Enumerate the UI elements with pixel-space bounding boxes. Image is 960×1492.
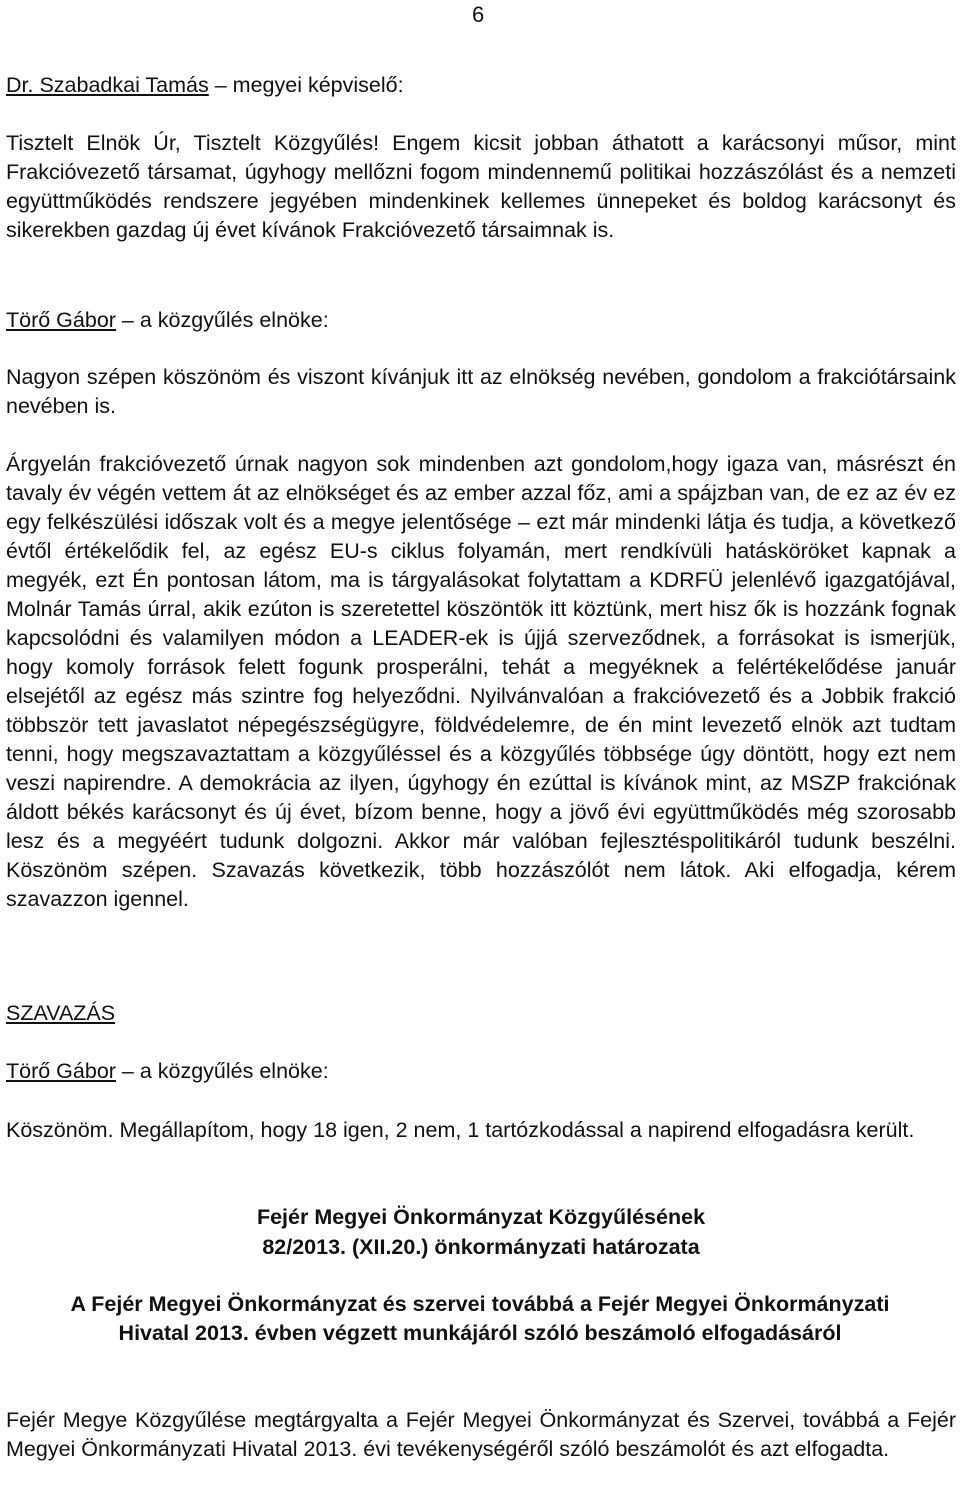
resolution-body: Fejér Megye Közgyűlése megtárgyalta a Fejér Megyei Önkormányzat és Szervei, továbbá a Fejér Megyei Önkormányzati Hivatal 2013. évi tevékenységéről szóló beszámolót és azt elfogadta.	[6, 1408, 956, 1461]
speaker-heading-szabadkai	[6, 71, 956, 100]
resolution-line-1: Fejér Megyei Önkormányzat Közgyűlésének	[256, 1205, 706, 1229]
page-number: 6	[472, 2, 485, 27]
speaker-name: Törő Gábor	[6, 308, 116, 332]
speaker-role: – a közgyűlés elnöke:	[115, 308, 329, 332]
speaker-name: Törő Gábor	[6, 1059, 116, 1083]
speaker-heading-toro-1	[6, 306, 956, 335]
speaker-role: – a közgyűlés elnöke:	[115, 1059, 329, 1083]
speaker-role: – megyei képviselő:	[208, 73, 404, 97]
speech-toro-2: Árgyelán frakcióvezető úrnak nagyon sok mindenben azt gondolom,hogy igaza van, másrészt én tavaly év végén vettem át az elnökséget és az ember azzal főz, ami a spájzban van, de ez az év ez egy felkészülési időszak volt és a megye jelentősége – ezt már mindenki látja és tudja, a következő évtől értékelődik fel, az egész EU-s ciklus folyamán, mert rendkívüli hatásköröket kapnak a megyék, ezt Én pontosan látom, ma is tárgyalásokat folytattam a KDRFÜ jelenlévő igazgatójával, Molnár Tamás úrral, akik ezúton is szeretettel köszöntök itt köztünk, mert hisz ők is hozzánk fognak kapcsolódni és valamilyen módon a LEADER-ek is újjá szerveződnek, a forrásokat is ismerjük, hogy komoly források felett fogunk prosperálni, tehát a megyéknek a felértékelődése január elsejétől az egész más szintre fog helyeződni. Nyilvánvalóan a frakcióvezető és a Jobbik frakció többször tett javaslatot népegészségügyre, földvédelemre, de én mint levezető elnök azt tudtam tenni, hogy megszavaztattam a közgyűléssel és a közgyűlés többsége úgy döntött, hogy ezt nem veszi napirendre. A demokrácia az ilyen, úgyhogy én ezúttal is kívánok mint, az MSZP frakciónak áldott békés karácsonyt és új évet, bízom benne, hogy a jövő évi együttműködés még szorosabb lesz és a megyéért tudunk dolgozni. Akkor már valóban fejlesztéspolitikáról tudunk beszélni. Köszönöm szépen. Szavazás következik, több hozzászólót nem látok. Aki elfogadja, kérem szavazzon igennel.	[6, 452, 956, 911]
speaker-name: Dr. Szabadkai Tamás	[6, 73, 209, 97]
speech-szabadkai: Tisztelt Elnök Úr, Tisztelt Közgyűlés! Engem kicsit jobban áthatott a karácsonyi műsor, mint Frakcióvezető társamat, úgyhogy mellőzni fogom mindennemű politikai hozzászólást és a nemzeti együttműködés rendszere jegyében mindenkinek kellemes ünnepeket és boldog karácsonyt és sikerekben gazdag új évet kívánok Frakcióvezető társaimnak is.	[6, 131, 956, 242]
speech-toro-3: Köszönöm. Megállapítom, hogy 18 igen, 2 nem, 1 tartózkodással a napirend elfogadásra került.	[6, 1118, 915, 1142]
resolution-line-2: 82/2013. (XII.20.) önkormányzati határozata	[262, 1235, 700, 1259]
speech-toro-1: Nagyon szépen köszönöm és viszont kívánjuk itt az elnökség nevében, gondolom a frakciótársaink nevében is.	[6, 365, 956, 418]
vote-heading: SZAVAZÁS	[6, 1001, 116, 1025]
resolution-title: A Fejér Megyei Önkormányzat és szervei továbbá a Fejér Megyei Önkormányzati Hivatal 2013. évben végzett munkájáról szóló beszámoló elfogadásáról	[70, 1292, 890, 1345]
speaker-heading-toro-2	[6, 1057, 956, 1086]
